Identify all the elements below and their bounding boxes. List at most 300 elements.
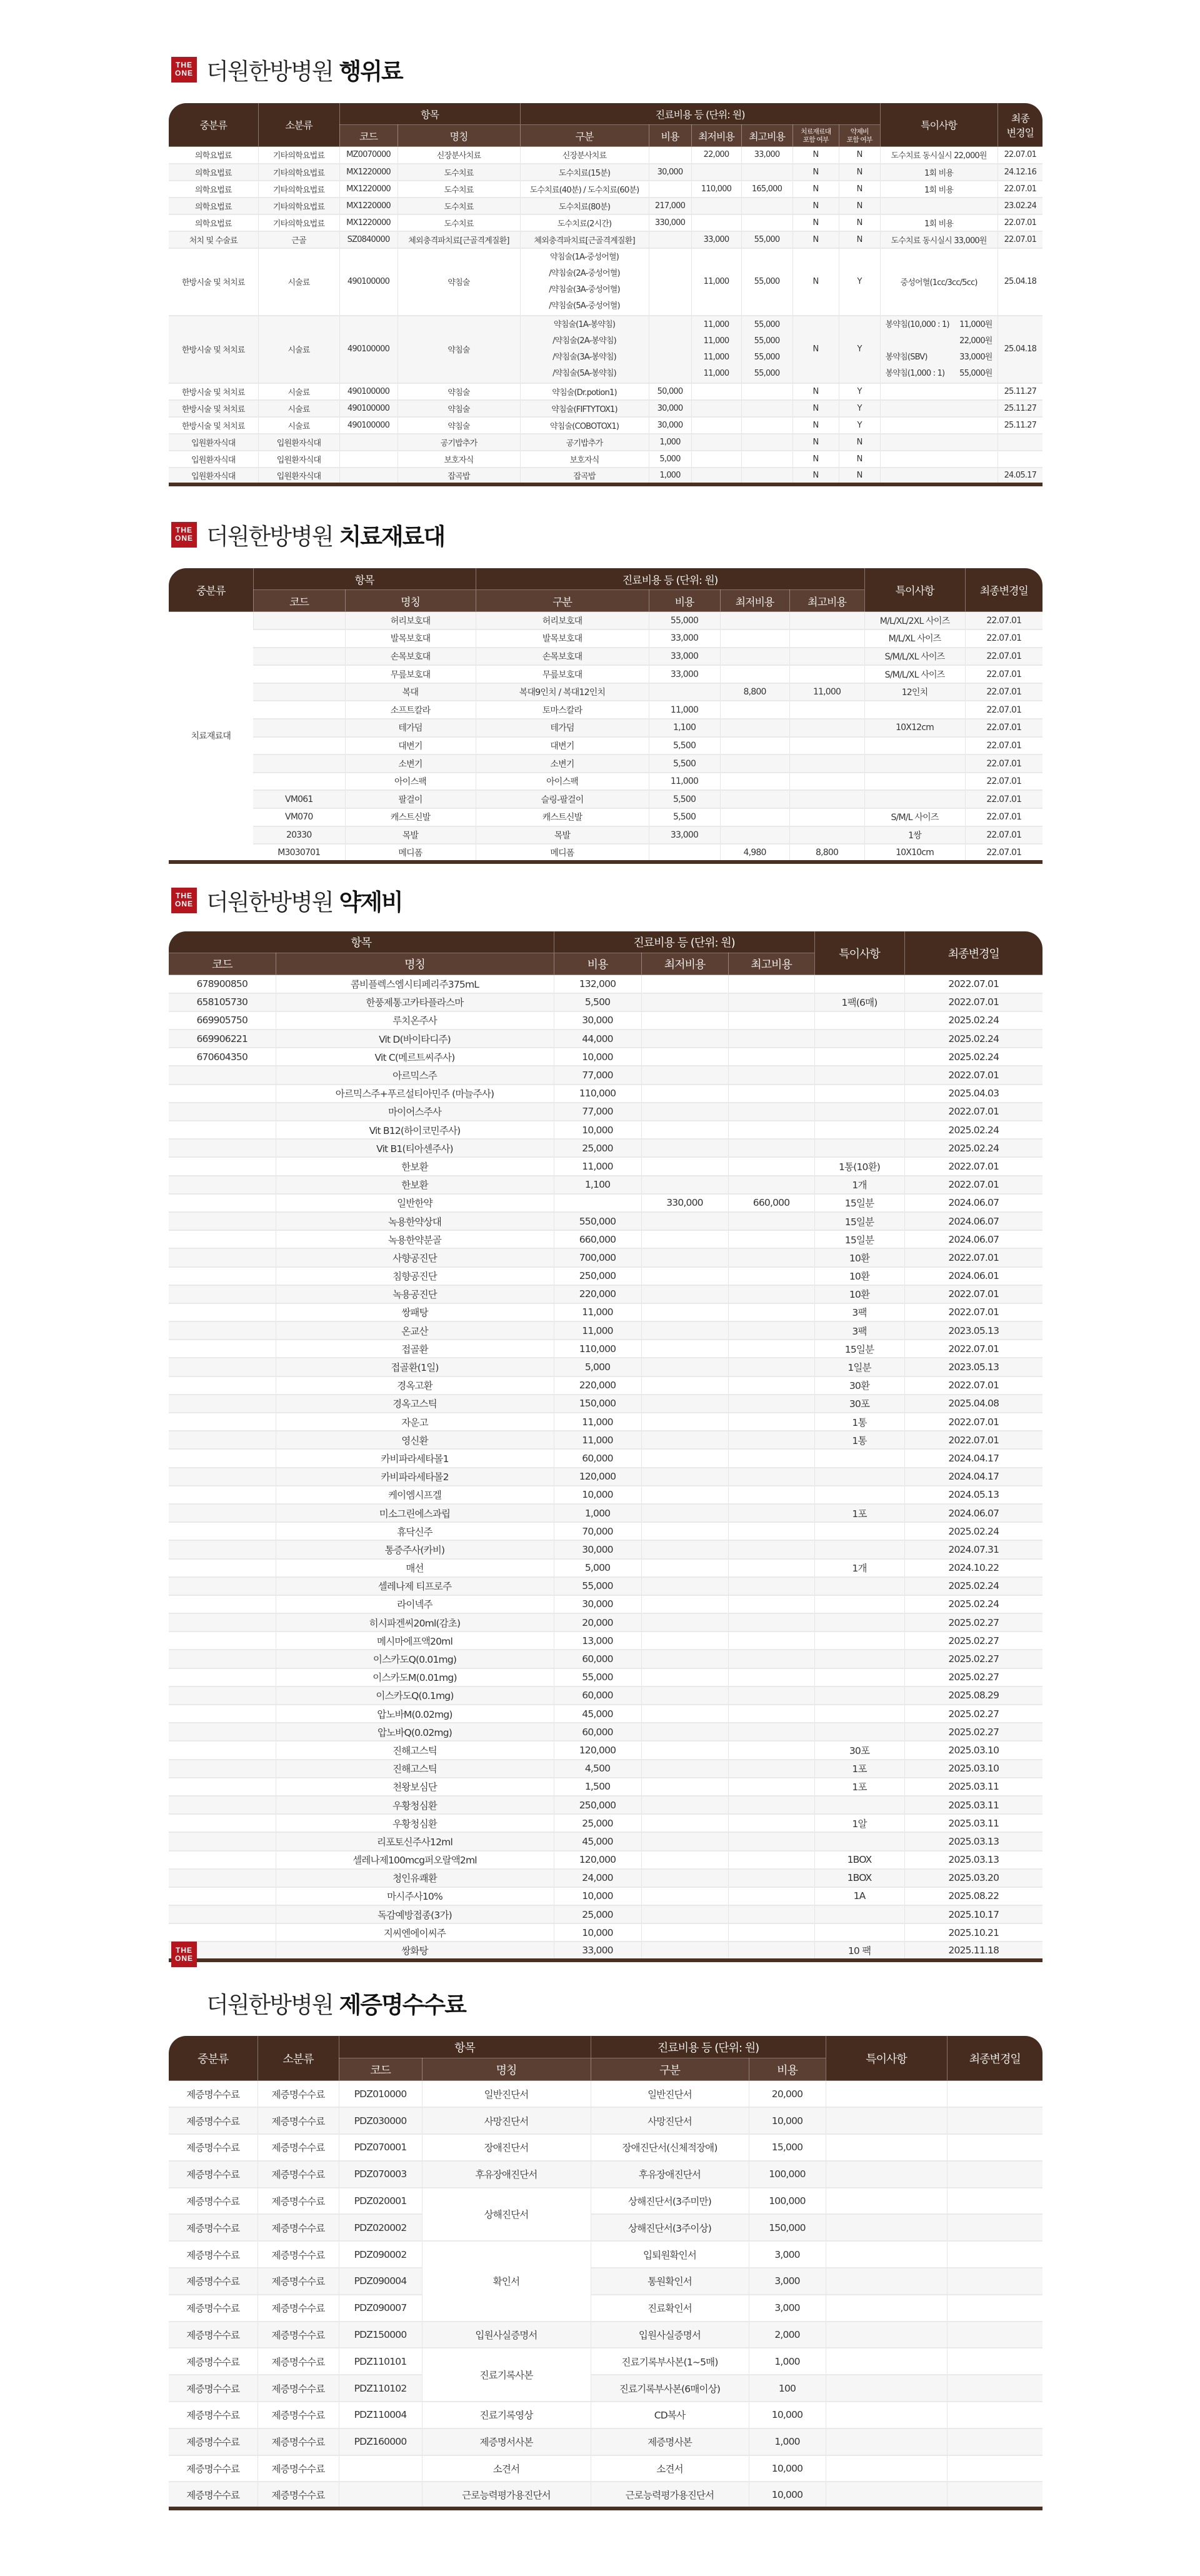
name: 진료기록영상 xyxy=(422,2402,591,2428)
cost: 30,000 xyxy=(649,400,691,417)
last-modified: 2025.08.22 xyxy=(904,1887,1042,1905)
cost: 120,000 xyxy=(554,1851,641,1869)
drug-included: N xyxy=(839,198,880,214)
table-row xyxy=(169,164,1042,181)
remarks: 10 팩 xyxy=(814,1942,904,1960)
type-line: /약침술(5A-봉약침) xyxy=(552,368,616,378)
code: 658105730 xyxy=(169,993,276,1011)
minor-category: 제증명수수료 xyxy=(258,2348,339,2375)
code: PDZ110102 xyxy=(339,2375,422,2402)
remarks xyxy=(814,1905,904,1923)
code xyxy=(169,1814,276,1832)
type: 진료확인서 xyxy=(591,2295,749,2322)
minor-category: 기타의학요법료 xyxy=(258,147,339,164)
hospital-logo xyxy=(171,57,197,83)
name: 일반한약 xyxy=(276,1194,554,1212)
max-cost xyxy=(789,665,864,683)
min-cost xyxy=(641,1285,728,1303)
minor-category: 시술료 xyxy=(258,417,339,434)
cost: 150,000 xyxy=(554,1395,641,1413)
min-cost xyxy=(641,1468,728,1486)
code: SZ0840000 xyxy=(339,231,398,248)
name: 도수치료 xyxy=(398,198,520,214)
name: 제증명서사본 xyxy=(422,2428,591,2455)
header-material-included xyxy=(792,125,839,147)
code xyxy=(169,1103,276,1121)
min-cost xyxy=(641,1760,728,1778)
header-type: 구분 xyxy=(476,590,649,612)
table-row xyxy=(169,826,1042,844)
cost: 5,000 xyxy=(554,1559,641,1577)
type: 메디폼 xyxy=(476,844,649,862)
name: 보호자식 xyxy=(398,451,520,468)
min-cost xyxy=(641,1613,728,1631)
cost: 4,500 xyxy=(554,1760,641,1778)
last-modified: 25.11.27 xyxy=(998,417,1042,434)
min-cost: 8,800 xyxy=(720,683,789,701)
max-cost xyxy=(728,1686,814,1705)
table-row xyxy=(169,612,1042,630)
remarks xyxy=(814,1468,904,1486)
last-modified xyxy=(947,2188,1042,2215)
min-cost xyxy=(641,1248,728,1266)
code xyxy=(169,1121,276,1139)
table-row xyxy=(169,2482,1042,2508)
remarks: 10환 xyxy=(814,1248,904,1266)
name: 신장분사치료 xyxy=(398,147,520,164)
remarks xyxy=(826,2268,947,2295)
max-cost xyxy=(728,1705,814,1723)
table-row xyxy=(169,648,1042,666)
section-heading: 약제비 xyxy=(339,889,402,916)
last-modified: 2025.02.24 xyxy=(904,1139,1042,1157)
header-date: 최종변경일 xyxy=(904,931,1042,975)
logo-text-line2: ONE xyxy=(174,534,193,543)
max-cost xyxy=(728,1631,814,1650)
code xyxy=(169,1321,276,1340)
drug-included: N xyxy=(839,451,880,468)
table-row xyxy=(169,1085,1042,1103)
cost: 700,000 xyxy=(554,1248,641,1266)
last-modified xyxy=(947,2295,1042,2322)
remarks xyxy=(826,2375,947,2402)
max-cost xyxy=(728,1340,814,1358)
section-heading: 제증명수수료 xyxy=(339,1992,466,2018)
material-included: N xyxy=(792,468,839,484)
min-cost xyxy=(641,1486,728,1504)
remarks xyxy=(814,1613,904,1631)
min-cost xyxy=(641,1157,728,1175)
min-cost xyxy=(641,1321,728,1340)
drug-included: Y xyxy=(839,383,880,400)
remark-amount: 11,000원 xyxy=(959,319,992,329)
max-cost xyxy=(728,1212,814,1230)
code xyxy=(169,1194,276,1212)
min-cost xyxy=(641,1887,728,1905)
cost: 1,000 xyxy=(749,2348,826,2375)
name: 휴닥신주 xyxy=(276,1522,554,1540)
remarks xyxy=(814,1705,904,1723)
code xyxy=(339,2455,422,2482)
min-cost xyxy=(641,1212,728,1230)
remarks xyxy=(826,2482,947,2508)
code xyxy=(253,719,345,737)
name: 테가덤 xyxy=(345,719,476,737)
table-row xyxy=(169,2322,1042,2348)
remarks: 15일분 xyxy=(814,1340,904,1358)
minor-category: 시술료 xyxy=(258,316,339,383)
table-row xyxy=(169,383,1042,400)
type: 신장분사치료 xyxy=(520,147,649,164)
cost: 60,000 xyxy=(554,1723,641,1741)
major-category: 의학요법료 xyxy=(169,214,258,231)
max-cost xyxy=(789,629,864,648)
last-modified: 2025.03.11 xyxy=(904,1814,1042,1832)
code xyxy=(169,1540,276,1558)
last-modified: 2025.02.24 xyxy=(904,1011,1042,1030)
last-modified: 22.07.01 xyxy=(998,147,1042,164)
min-cost xyxy=(641,1631,728,1650)
header-date: 최종변경일 xyxy=(947,2036,1042,2081)
code xyxy=(169,1668,276,1686)
header-remarks: 특이사항 xyxy=(814,931,904,975)
name: 콤비플렉스엠시티페리주375mL xyxy=(276,975,554,993)
max-cost xyxy=(728,1559,814,1577)
type-line: 약침술(1A-중성어혈) xyxy=(550,252,619,262)
min-cost xyxy=(641,1905,728,1923)
min-cost xyxy=(641,1522,728,1540)
name: 진료기록사본 xyxy=(422,2348,591,2402)
last-modified: 22.07.01 xyxy=(965,790,1042,808)
type: 약침술(COBOTOX1) xyxy=(520,417,649,434)
name: 케이엠시프겔 xyxy=(276,1486,554,1504)
type: 도수치료(15분) xyxy=(520,164,649,181)
code: MX1220000 xyxy=(339,198,398,214)
remarks xyxy=(814,1650,904,1668)
name: 메시마에프액20ml xyxy=(276,1631,554,1650)
remark-line xyxy=(882,366,996,382)
name: 약침술 xyxy=(398,248,520,316)
hospital-name: 더원한방병원 xyxy=(206,58,333,85)
remarks: 10X12cm xyxy=(864,719,965,737)
cost: 132,000 xyxy=(554,975,641,993)
code: 490100000 xyxy=(339,400,398,417)
table-row xyxy=(169,1048,1042,1066)
max-cost xyxy=(728,1285,814,1303)
table-row xyxy=(169,1540,1042,1558)
code xyxy=(169,1340,276,1358)
min-cost xyxy=(720,701,789,719)
min-cost xyxy=(691,164,741,181)
name: 압노바Q(0.02mg) xyxy=(276,1723,554,1741)
code xyxy=(169,1705,276,1723)
major-category: 한방시술 및 처치료 xyxy=(169,383,258,400)
header-line: 포함 여부 xyxy=(802,136,829,144)
table-row xyxy=(169,451,1042,468)
min-cost xyxy=(720,754,789,773)
material-included: N xyxy=(792,181,839,198)
logo-text-line2: ONE xyxy=(174,69,193,78)
header-name: 명칭 xyxy=(345,590,476,612)
remarks: 1BOX xyxy=(814,1851,904,1869)
last-modified: 2025.03.10 xyxy=(904,1760,1042,1778)
max-cost xyxy=(741,417,792,434)
cost: 30,000 xyxy=(554,1540,641,1558)
min-cost: 4,980 xyxy=(720,844,789,862)
cost xyxy=(649,248,691,316)
min-cost xyxy=(641,1814,728,1832)
cost: 10,000 xyxy=(554,1121,641,1139)
minor-category: 제증명수수료 xyxy=(258,2188,339,2215)
name: 셀레나제 티프로주 xyxy=(276,1577,554,1595)
table-row xyxy=(169,665,1042,683)
table-row xyxy=(169,2295,1042,2322)
last-modified: 24.05.17 xyxy=(998,468,1042,484)
remarks: 1BOX xyxy=(814,1869,904,1887)
code xyxy=(169,1522,276,1540)
last-modified: 2025.04.03 xyxy=(904,1085,1042,1103)
max-cost xyxy=(728,1321,814,1340)
min-cost xyxy=(691,383,741,400)
cost: 11,000 xyxy=(554,1303,641,1321)
cost: 100,000 xyxy=(749,2161,826,2188)
max-cost xyxy=(728,1376,814,1395)
table-row xyxy=(169,737,1042,755)
remarks xyxy=(864,773,965,791)
code: 669905750 xyxy=(169,1011,276,1030)
name: 장애진단서 xyxy=(422,2134,591,2161)
table-row xyxy=(169,993,1042,1011)
remarks xyxy=(814,1449,904,1467)
name: 경옥고스틱 xyxy=(276,1395,554,1413)
minor-category: 근골 xyxy=(258,231,339,248)
max-cost xyxy=(728,1832,814,1850)
max-cost xyxy=(741,434,792,451)
name: 허리보호대 xyxy=(345,612,476,630)
code xyxy=(169,1778,276,1796)
material-included: N xyxy=(792,147,839,164)
major-category: 제증명수수료 xyxy=(169,2241,258,2268)
major-category: 제증명수수료 xyxy=(169,2214,258,2241)
last-modified: 2024.10.22 xyxy=(904,1559,1042,1577)
max-cost xyxy=(789,737,864,755)
remarks xyxy=(814,1796,904,1814)
max-cost xyxy=(741,316,792,383)
cost: 25,000 xyxy=(554,1814,641,1832)
remark-label: 봉약침(1,000 : 1) xyxy=(885,368,945,378)
type: 허리보호대 xyxy=(476,612,649,630)
drug-included: Y xyxy=(839,400,880,417)
name: 매선 xyxy=(276,1559,554,1577)
table-row xyxy=(169,2161,1042,2188)
last-modified xyxy=(947,2081,1042,2108)
name: 쌍화탕 xyxy=(276,1942,554,1960)
last-modified: 2022.07.01 xyxy=(904,1340,1042,1358)
name: 입원사실증명서 xyxy=(422,2322,591,2348)
last-modified: 25.11.27 xyxy=(998,383,1042,400)
last-modified: 2025.03.13 xyxy=(904,1851,1042,1869)
code xyxy=(169,1157,276,1175)
header-minor: 소분류 xyxy=(258,103,339,147)
cost: 20,000 xyxy=(749,2081,826,2108)
max-cost xyxy=(728,1486,814,1504)
name: 카비파라세타몰1 xyxy=(276,1449,554,1467)
code: PDZ090002 xyxy=(339,2241,422,2268)
name: 목발 xyxy=(345,826,476,844)
name: 약침술 xyxy=(398,417,520,434)
code xyxy=(253,754,345,773)
last-modified: 2022.07.01 xyxy=(904,1431,1042,1449)
max-cost: 33,000 xyxy=(741,147,792,164)
cost xyxy=(649,147,691,164)
min-cost xyxy=(641,1923,728,1942)
drug-included: N xyxy=(839,231,880,248)
max-cost-line: 55,000 xyxy=(754,368,780,378)
min-cost xyxy=(691,316,741,383)
major-category: 의학요법료 xyxy=(169,181,258,198)
min-cost xyxy=(641,975,728,993)
drug-table xyxy=(169,931,1042,1962)
name: 녹용한약상대 xyxy=(276,1212,554,1230)
remark-line xyxy=(882,317,996,333)
drug-included: N xyxy=(839,468,880,484)
minor-category: 제증명수수료 xyxy=(258,2322,339,2348)
last-modified: 2022.07.01 xyxy=(904,993,1042,1011)
max-cost xyxy=(789,701,864,719)
last-modified: 2022.07.01 xyxy=(904,1157,1042,1175)
min-cost xyxy=(720,629,789,648)
last-modified: 22.07.01 xyxy=(998,231,1042,248)
table-row xyxy=(169,1121,1042,1139)
type: 소변기 xyxy=(476,754,649,773)
table-row xyxy=(169,198,1042,214)
cost: 50,000 xyxy=(649,383,691,400)
last-modified: 22.07.01 xyxy=(965,844,1042,862)
minor-category: 제증명수수료 xyxy=(258,2402,339,2428)
table-row xyxy=(169,1303,1042,1321)
remarks xyxy=(826,2214,947,2241)
name: 도수치료 xyxy=(398,181,520,198)
last-modified: 2024.06.07 xyxy=(904,1212,1042,1230)
name: 마이어스주사 xyxy=(276,1103,554,1121)
material-included: N xyxy=(792,248,839,316)
table-row xyxy=(169,2455,1042,2482)
table-row xyxy=(169,719,1042,737)
table-row xyxy=(169,1522,1042,1540)
last-modified: 2025.10.21 xyxy=(904,1923,1042,1942)
table-row xyxy=(169,1157,1042,1175)
table-row xyxy=(169,1942,1042,1960)
name: 녹용한약분골 xyxy=(276,1230,554,1248)
type-line: /약침술(3A-중성어혈) xyxy=(549,284,620,294)
name: 이스카도Q(0.1mg) xyxy=(276,1686,554,1705)
name: 셀레나제100mcg퍼오랄액2ml xyxy=(276,1851,554,1869)
min-cost: 11,000 xyxy=(691,248,741,316)
max-cost xyxy=(728,1540,814,1558)
cost: 110,000 xyxy=(554,1340,641,1358)
last-modified: 22.07.01 xyxy=(965,754,1042,773)
min-cost xyxy=(691,400,741,417)
min-cost-line: 11,000 xyxy=(703,336,729,346)
last-modified: 22.07.01 xyxy=(965,648,1042,666)
header-cost: 비용 xyxy=(649,125,691,147)
name: 라이넥주 xyxy=(276,1595,554,1613)
min-cost-line: 11,000 xyxy=(703,368,729,378)
last-modified xyxy=(947,2134,1042,2161)
min-cost xyxy=(641,1376,728,1395)
name: 카비파라세타몰2 xyxy=(276,1468,554,1486)
last-modified: 22.07.01 xyxy=(998,214,1042,231)
min-cost xyxy=(720,612,789,630)
cost: 1,000 xyxy=(649,468,691,484)
last-modified: 2023.05.13 xyxy=(904,1321,1042,1340)
min-cost xyxy=(641,1176,728,1194)
cost: 120,000 xyxy=(554,1741,641,1759)
material-included: N xyxy=(792,417,839,434)
type: 일반진단서 xyxy=(591,2081,749,2108)
code: M3030701 xyxy=(253,844,345,862)
cost: 60,000 xyxy=(554,1686,641,1705)
code: VM070 xyxy=(253,808,345,826)
table-row xyxy=(169,1212,1042,1230)
last-modified: 2022.07.01 xyxy=(904,975,1042,993)
header-code: 코드 xyxy=(253,590,345,612)
header-date-line: 변경일 xyxy=(1006,126,1034,139)
last-modified xyxy=(947,2214,1042,2241)
major-category: 제증명수수료 xyxy=(169,2428,258,2455)
min-cost xyxy=(641,1121,728,1139)
min-cost: 110,000 xyxy=(691,181,741,198)
header-date-line: 최종 xyxy=(1011,112,1029,124)
cost: 1,000 xyxy=(554,1504,641,1522)
name: 자운고 xyxy=(276,1413,554,1431)
type: 상해진단서(3주미만) xyxy=(591,2188,749,2215)
table-row xyxy=(169,2134,1042,2161)
cost: 10,000 xyxy=(749,2455,826,2482)
code xyxy=(169,1887,276,1905)
remarks xyxy=(880,451,998,468)
cost: 1,100 xyxy=(554,1176,641,1194)
cost: 10,000 xyxy=(749,2482,826,2508)
name: 진해고스틱 xyxy=(276,1760,554,1778)
table-row xyxy=(169,1413,1042,1431)
last-modified: 22.07.01 xyxy=(965,612,1042,630)
table-row xyxy=(169,147,1042,164)
remark-amount: 22,000원 xyxy=(959,336,992,346)
code xyxy=(169,1066,276,1084)
cost: 24,000 xyxy=(554,1869,641,1887)
material-included: N xyxy=(792,451,839,468)
type: 상해진단서(3주이상) xyxy=(591,2214,749,2241)
major-category: 제증명수수료 xyxy=(169,2402,258,2428)
section-heading: 행위료 xyxy=(339,58,402,85)
max-cost-line: 55,000 xyxy=(754,336,780,346)
cost: 1,000 xyxy=(649,434,691,451)
type: 복대9인치 / 복대12인치 xyxy=(476,683,649,701)
min-cost xyxy=(641,1358,728,1376)
minor-category: 제증명수수료 xyxy=(258,2295,339,2322)
max-cost xyxy=(728,1923,814,1942)
min-cost xyxy=(691,434,741,451)
cost: 11,000 xyxy=(554,1321,641,1340)
remarks xyxy=(814,1522,904,1540)
code: 669906221 xyxy=(169,1030,276,1048)
table-row xyxy=(169,2188,1042,2215)
last-modified: 2024.06.07 xyxy=(904,1504,1042,1522)
table-row xyxy=(169,1686,1042,1705)
name: 이스카도M(0.01mg) xyxy=(276,1668,554,1686)
table-row xyxy=(169,1431,1042,1449)
